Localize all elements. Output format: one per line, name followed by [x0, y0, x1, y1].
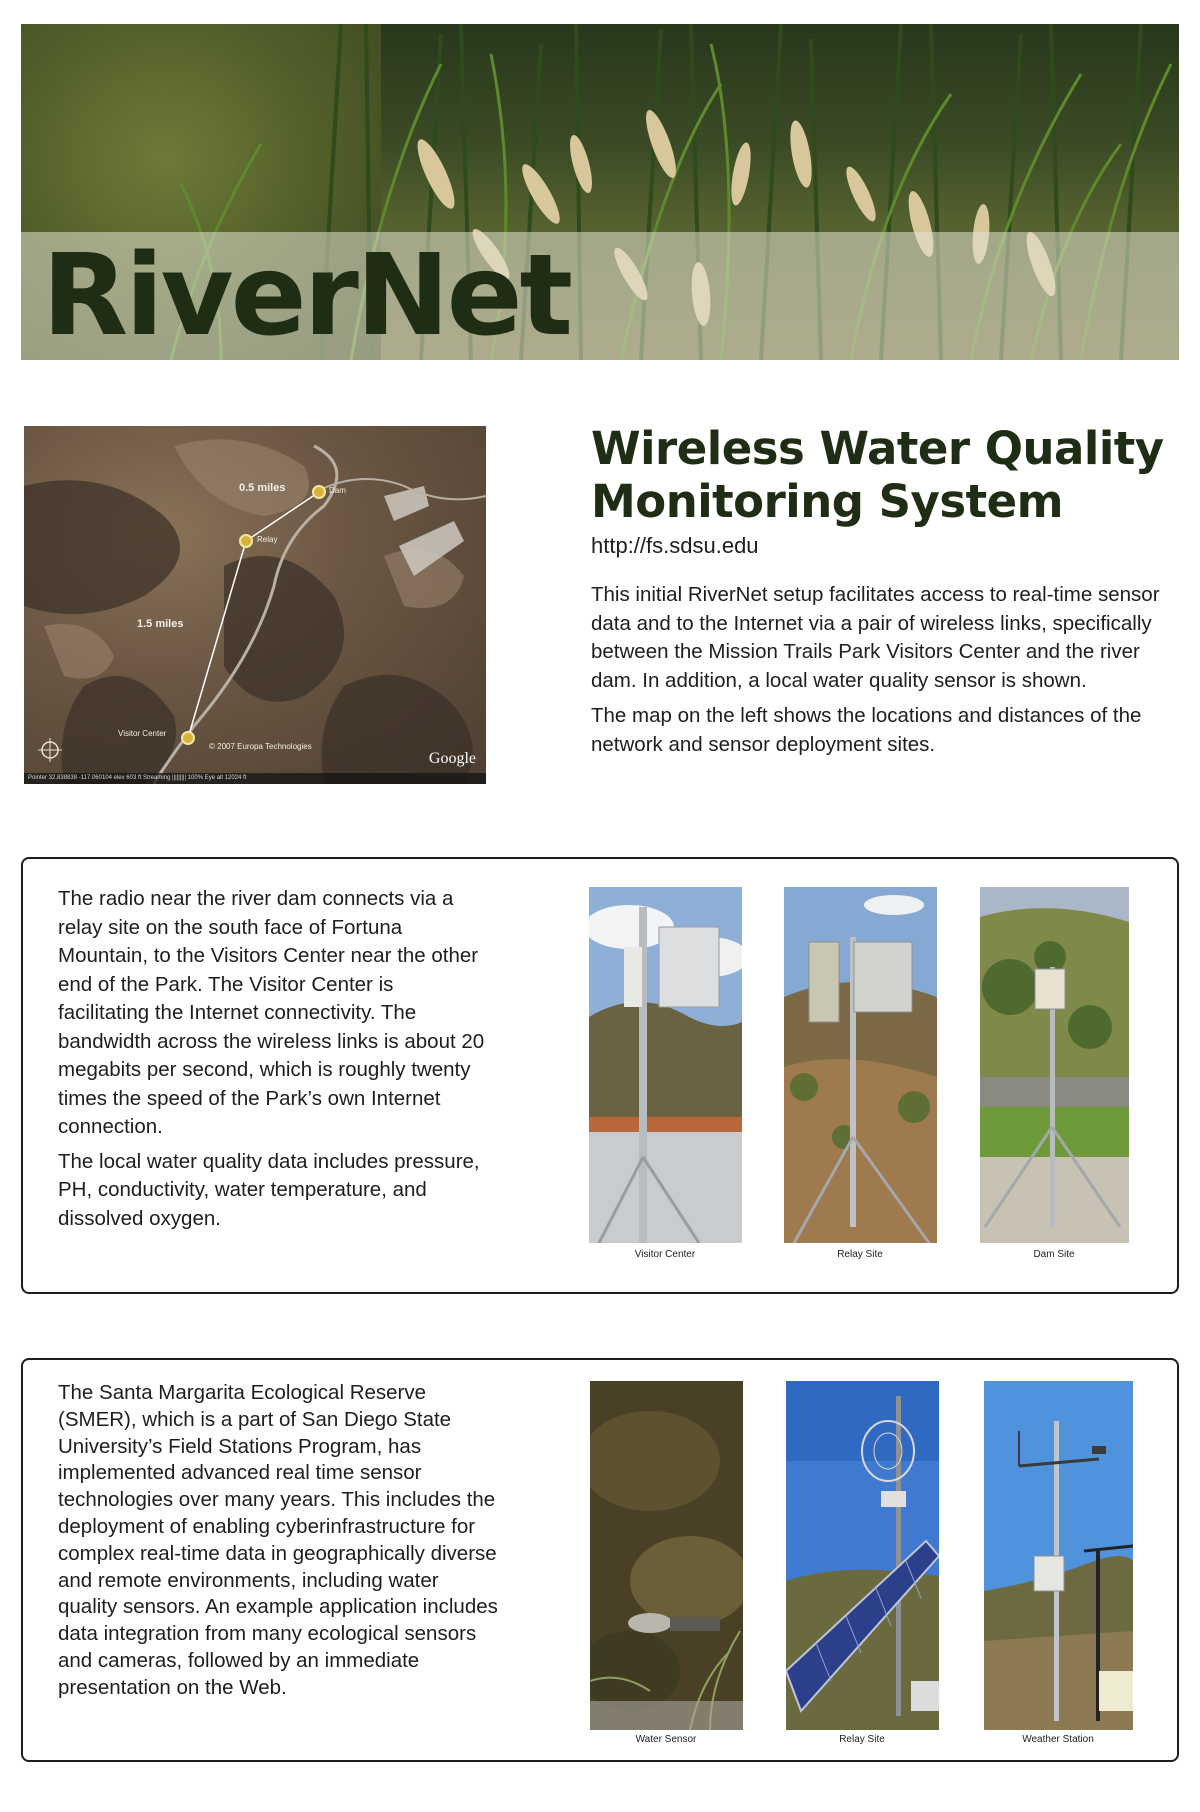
map-copyright: © 2007 Europa Technologies: [209, 742, 312, 751]
relay-site-photo: [784, 887, 937, 1243]
photo-caption: Relay Site: [837, 1249, 883, 1260]
photo-caption: Dam Site: [1033, 1249, 1075, 1260]
solar-relay-photo: [786, 1381, 939, 1730]
map-terrain-image: [24, 426, 486, 784]
page-title-line: Monitoring System: [591, 475, 1064, 528]
photo-caption: Visitor Center: [634, 1249, 696, 1260]
water-sensor-photo: [590, 1381, 743, 1730]
header-banner: [21, 24, 1179, 360]
location-map[interactable]: [24, 426, 486, 784]
map-site-label-visitor-center: Visitor Center: [118, 729, 167, 738]
photo-caption: Weather Station: [1022, 1734, 1094, 1745]
network-description: [58, 885, 488, 1239]
page-title: [591, 422, 1171, 528]
website-link[interactable]: http://fs.sdsu.edu: [591, 533, 759, 558]
photo-caption: Relay Site: [839, 1734, 885, 1745]
network-paragraph: The radio near the river dam connects via a relay site on the south face of Fortuna Mountain, to the Visitors Center near the other end of the Park. The Visitor Center is facilitating the Internet connectivity. The bandwidth across the wireless links is about 20 megabits per second, which is roughly twenty times the speed of the Park’s own Internet connection.: [58, 887, 485, 1138]
intro-paragraph: The map on the left shows the locations and distances of the network and sensor deployment sites.: [591, 703, 1142, 756]
dam-site-photo: [980, 887, 1129, 1243]
network-panel: [21, 857, 1179, 1294]
smer-panel: [21, 1358, 1179, 1762]
map-site-label-relay: Relay: [257, 535, 278, 544]
page-title-line: Wireless Water Quality: [591, 422, 1164, 475]
google-logo: Google: [428, 750, 476, 767]
weather-station-photo: [984, 1381, 1133, 1730]
map-pin-dam[interactable]: [312, 485, 326, 499]
map-pin-relay[interactable]: [239, 534, 253, 548]
photo-caption: Water Sensor: [635, 1734, 697, 1745]
visitor-center-photo: [589, 887, 742, 1243]
smer-description: The Santa Margarita Ecological Reserve (SMER), which is a part of San Diego State University’s Field Stations Program, has implemented advanced real time sensor technologies over many years. This includes the deployment of enabling cyberinfrastructure for complex real-time data in geographically diverse and remote environments, including water quality sensors. An example application includes data integration from many ecological sensors and cameras, followed by an immediate presentation on the Web.: [58, 1381, 498, 1699]
network-paragraph: The local water quality data includes pressure, PH, conductivity, water temperature, and dissolved oxygen.: [58, 1149, 480, 1230]
map-pin-visitor-center[interactable]: [181, 731, 195, 745]
banner-title: RiverNet: [42, 231, 571, 360]
map-status-bar: Pointer 32.838838 -117.060104 elev 603 ft Streaming ||||||||| 100% Eye alt 12024 ft: [24, 773, 486, 784]
map-site-label-dam: Dam: [329, 486, 346, 495]
map-distance-label: 0.5 miles: [239, 482, 286, 494]
intro-paragraph: This initial RiverNet setup facilitates access to real-time sensor data and to the Internet via a pair of wireless links, specifically between the Mission Trails Park Visitors Center and the river dam. In addition, a local water quality sensor is shown.: [591, 583, 1160, 693]
intro-text: [591, 581, 1176, 765]
map-distance-label: 1.5 miles: [137, 618, 184, 630]
